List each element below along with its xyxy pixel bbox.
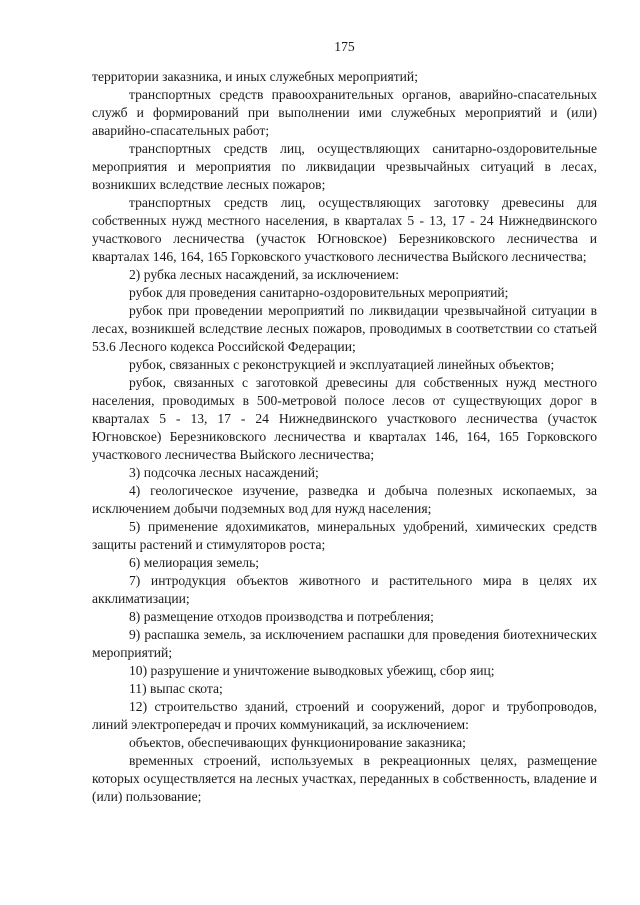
item-5-chemicals: 5) применение ядохимикатов, минеральных удобрений, химических средств защиты растений и стимуляторов роста; (92, 519, 597, 552)
paragraph-linear-objects-logging: рубок, связанных с реконструкцией и эксплуатацией линейных объектов; (129, 357, 555, 372)
paragraph-continuation: территории заказника, и иных служебных мероприятий; (92, 69, 418, 84)
paragraph-emergency-logging: рубок при проведении мероприятий по ликвидации чрезвычайной ситуации в лесах, возникшей вследствие лесных пожаров, проводимых в соответствии со статьей 53.6 Лесного кодекса Российской Федерации; (92, 303, 597, 354)
item-12-construction: 12) строительство зданий, строений и сооружений, дорог и трубопроводов, линий электропередач и прочих коммуникаций, за исключением: (92, 699, 597, 732)
item-7-introduction: 7) интродукция объектов животного и растительного мира в целях их акклиматизации; (92, 573, 597, 606)
item-2-logging: 2) рубка лесных насаждений, за исключением: (129, 267, 399, 282)
paragraph-sanitary-logging: рубок для проведения санитарно-оздоровительных мероприятий; (129, 285, 509, 300)
paragraph-local-needs-logging: рубок, связанных с заготовкой древесины для собственных нужд местного населения, проводимых в 500-метровой полосе лесов от существующих дорог в кварталах 5 - 13, 17 - 24 Нижнедвинского участкового лесничества (участок Югновское) Березниковского лесничества и кварталах 146, 164, 165 Горковского участкового лесничества Выйского лесничества; (92, 375, 597, 462)
item-3-tapping: 3) подсочка лесных насаждений; (129, 465, 319, 480)
item-6-melioration: 6) мелиорация земель; (129, 555, 260, 570)
paragraph-reserve-objects: объектов, обеспечивающих функционирование заказника; (129, 735, 466, 750)
item-10-nests: 10) разрушение и уничтожение выводковых убежищ, сбор яиц; (129, 663, 495, 678)
document-page (92, 38, 597, 806)
paragraph-law-enforcement-vehicles: транспортных средств правоохранительных органов, аварийно-спасательных служб и формирований при выполнении ими служебных мероприятий и (или) аварийно-спасательных работ; (92, 87, 597, 138)
paragraph-sanitary-vehicles: транспортных средств лиц, осуществляющих санитарно-оздоровительные мероприятия и мероприятия по ликвидации чрезвычайных ситуаций в лесах, возникших вследствие лесных пожаров; (92, 141, 597, 192)
item-11-grazing: 11) выпас скота; (129, 681, 223, 696)
paragraph-timber-vehicles: транспортных средств лиц, осуществляющих заготовку древесины для собственных нужд местного населения, в кварталах 5 - 13, 17 - 24 Нижнедвинского участкового лесничества (участок Югновское) Березниковского лесничества и кварталах 146, 164, 165 Горковского участкового лесничества Выйского лесничества; (92, 195, 597, 264)
page-number: 175 (334, 39, 355, 54)
item-8-waste: 8) размещение отходов производства и потребления; (129, 609, 434, 624)
item-4-geology: 4) геологическое изучение, разведка и добыча полезных ископаемых, за исключением добычи подземных вод для нужд населения; (92, 483, 597, 516)
item-9-plowing: 9) распашка земель, за исключением распашки для проведения биотехнических мероприятий; (92, 627, 597, 660)
paragraph-temporary-structures: временных строений, используемых в рекреационных целях, размещение которых осуществляется на лесных участках, переданных в собственность, владение и (или) пользование; (92, 753, 597, 804)
